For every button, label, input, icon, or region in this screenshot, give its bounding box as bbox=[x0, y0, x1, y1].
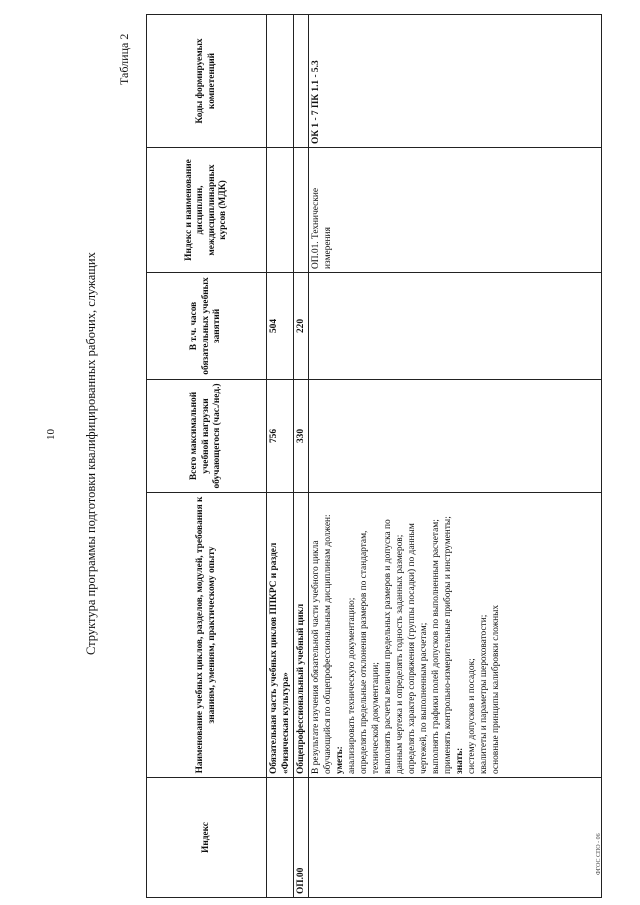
structure-table bbox=[146, 14, 602, 898]
knowledge-item: квалитеты и параметры шероховатости; bbox=[479, 614, 489, 774]
cell-op-index: ОП.00 bbox=[294, 778, 309, 898]
cell-op-discipline bbox=[294, 148, 309, 273]
header-competencies: Коды формируемых компетенций bbox=[147, 15, 267, 148]
document-title: Структура программы подготовки квалифицированных рабочих, служащих bbox=[84, 252, 98, 655]
cell-content-index bbox=[309, 778, 602, 898]
cell-total-index bbox=[267, 778, 294, 898]
cell-op-name: Общепрофессиональный учебный цикл bbox=[294, 493, 309, 778]
cell-content-mandatory bbox=[309, 273, 602, 380]
skill-item: определять предельные отклонения размеров по стандартам, технической документации; bbox=[359, 530, 381, 774]
cell-op-max-load: 330 bbox=[294, 380, 309, 493]
header-index: Индекс bbox=[147, 778, 267, 898]
cell-total-discipline bbox=[267, 148, 294, 273]
knowledge-heading: знать: bbox=[455, 747, 465, 774]
header-discipline: Индекс и наименование дисциплин, междисциплинарных курсов (МДК) bbox=[147, 148, 267, 273]
knowledge-item: систему допусков и посадок; bbox=[467, 658, 477, 774]
cell-content-competencies: ОК 1 - 7 ПК 1.1 - 5.3 bbox=[309, 15, 602, 148]
requirements-intro: В результате изучения обязательной части учебного цикла обучающийся по общепрофессиональным дисциплинам должен: bbox=[311, 514, 333, 774]
cell-content-max-load bbox=[309, 380, 602, 493]
knowledge-item: основные принципы калибровки сложных bbox=[491, 604, 501, 774]
table-label: Таблица 2 bbox=[117, 33, 131, 85]
table-row-total bbox=[267, 15, 294, 898]
cell-op-mandatory: 220 bbox=[294, 273, 309, 380]
table-row-content bbox=[309, 15, 602, 898]
header-max-load: Всего максимальной учебной нагрузки обучающегося (час./нед.) bbox=[147, 380, 267, 493]
cell-total-max-load: 756 bbox=[267, 380, 294, 493]
cell-content-discipline: ОП.01. Технические измерения bbox=[309, 148, 602, 273]
header-mandatory-hours: В т.ч. часов обязательных учебных занятий bbox=[147, 273, 267, 380]
cell-op-competencies bbox=[294, 15, 309, 148]
table-header-row bbox=[147, 15, 267, 898]
footer-code: ФГОС СПО - 06 bbox=[596, 833, 602, 875]
skill-item: выполнять графики полей допусков по выполненным расчетам; bbox=[431, 519, 441, 774]
skill-item: выполнять расчеты величин предельных размеров и допуска по данным чертежа и определять годность заданных размеров; bbox=[383, 519, 405, 774]
cell-total-mandatory: 504 bbox=[267, 273, 294, 380]
skill-item: определять характер сопряжения (группы посадки) по данным чертежей, по выполненным расчетам; bbox=[407, 523, 429, 774]
cell-total-competencies bbox=[267, 15, 294, 148]
table-row-op bbox=[294, 15, 309, 898]
skill-item: применять контрольно-измерительные приборы и инструменты; bbox=[443, 516, 453, 774]
skills-heading: уметь: bbox=[335, 746, 345, 774]
structure-table-container bbox=[146, 15, 602, 898]
cell-total-name: Обязательная часть учебных циклов ППКРС и раздел «Физическая культура» bbox=[267, 493, 294, 778]
cell-content-requirements bbox=[309, 493, 602, 778]
header-name: Наименование учебных циклов, разделов, модулей, требования к знаниям, умениям, практическому опыту bbox=[147, 493, 267, 778]
page-number: 10 bbox=[45, 429, 57, 440]
skill-item: анализировать техническую документацию; bbox=[347, 597, 357, 774]
